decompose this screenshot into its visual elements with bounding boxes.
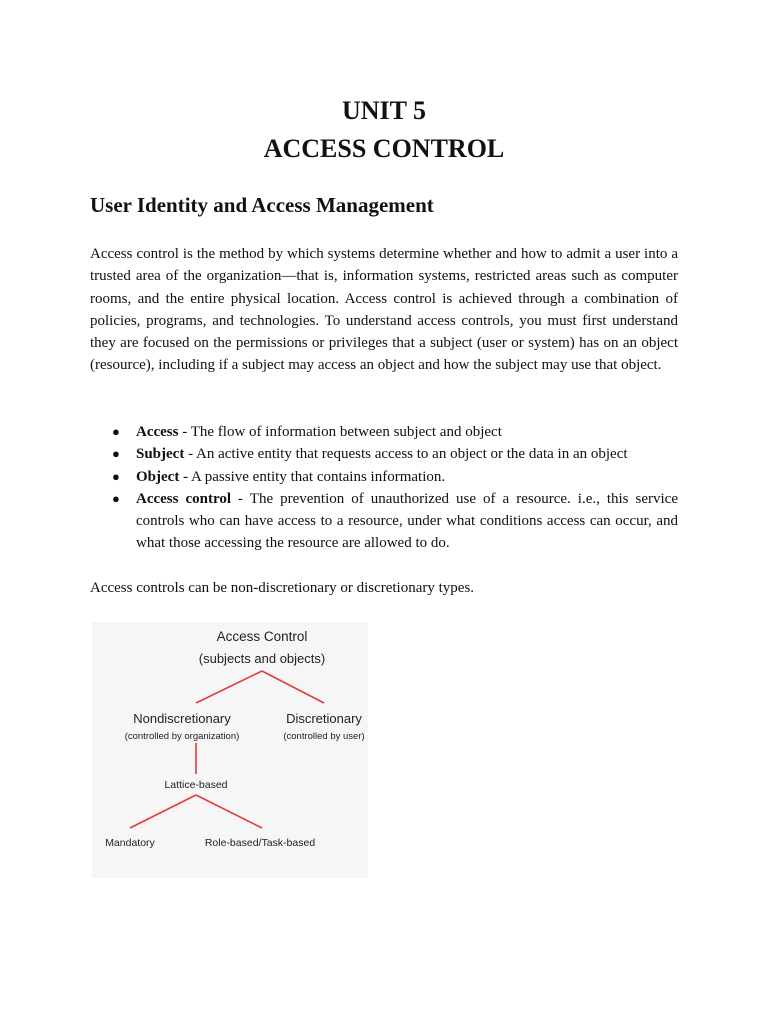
bullet-icon: ● [112,490,120,506]
bullet-icon: ● [112,468,120,484]
node-role-label: Role-based/Task-based [204,837,316,849]
section-heading: User Identity and Access Management [90,193,434,217]
definition-item-subject [90,443,678,465]
bullet-icon: ● [112,424,120,439]
access-control-diagram [92,622,368,878]
intro-paragraph: Access control is the method by which systems determine whether and how to admit a user into a trusted area of the organization—that is, information systems, restricted areas such as computer rooms, and the entire physical location. Access control is achieved through a combination of policies, programs, and technologies. To understand access controls, you must first understand they are focused on the permissions or privileges that a subject (user or system) has on an object (resource), including if a subject may access an object and how the subject may use that object. [90,246,678,374]
chapter-title: ACCESS CONTROL [263,134,505,163]
definition-text: The flow of information between subject and object [190,424,502,440]
definition-list [90,421,678,555]
edge-root-discretionary [262,671,324,703]
edge-lattice-role [196,795,262,828]
edge-lattice-mandatory [130,795,196,828]
definition-text: A passive entity that contains information. [191,468,446,485]
node-mandatory-label: Mandatory [105,837,155,849]
node-discretionary-label: Discretionary [286,711,362,726]
unit-title [90,92,678,168]
definition-separator: - [179,468,191,485]
definition-item-object [90,466,678,488]
node-lattice-label: Lattice-based [164,779,228,791]
unit-number: UNIT 5 [341,96,427,125]
definition-separator: - [178,424,191,440]
node-nondiscretionary-label: Nondiscretionary [133,711,231,726]
definition-separator: - [231,490,250,507]
definition-term: Access [136,424,179,440]
diagram-canvas [92,622,368,878]
definition-text: An active entity that requests access to an object or the data in an object [196,446,628,463]
node-root-sublabel: (subjects and objects) [198,651,326,666]
definition-item-access-control [90,488,678,555]
node-nondiscretionary-sublabel: (controlled by organization) [124,731,240,742]
closing-paragraph: Access controls can be non-discretionary or discretionary types. [90,580,475,596]
node-root-label: Access Control [216,629,308,644]
definition-text: The prevention of unauthorized use of a resource. i.e., this service controls who can have access to a resource, under what conditions access can occur, and what those accessing the resource are allowed to do. [136,490,679,552]
definition-term: Object [136,468,180,485]
definition-item-access [90,421,678,443]
definition-term: Subject [136,446,185,463]
edge-root-nondiscretionary [196,671,262,703]
definition-term: Access control [136,490,232,507]
node-discretionary-sublabel: (controlled by user) [283,731,365,742]
definition-separator: - [184,446,197,463]
bullet-icon: ● [112,446,120,462]
